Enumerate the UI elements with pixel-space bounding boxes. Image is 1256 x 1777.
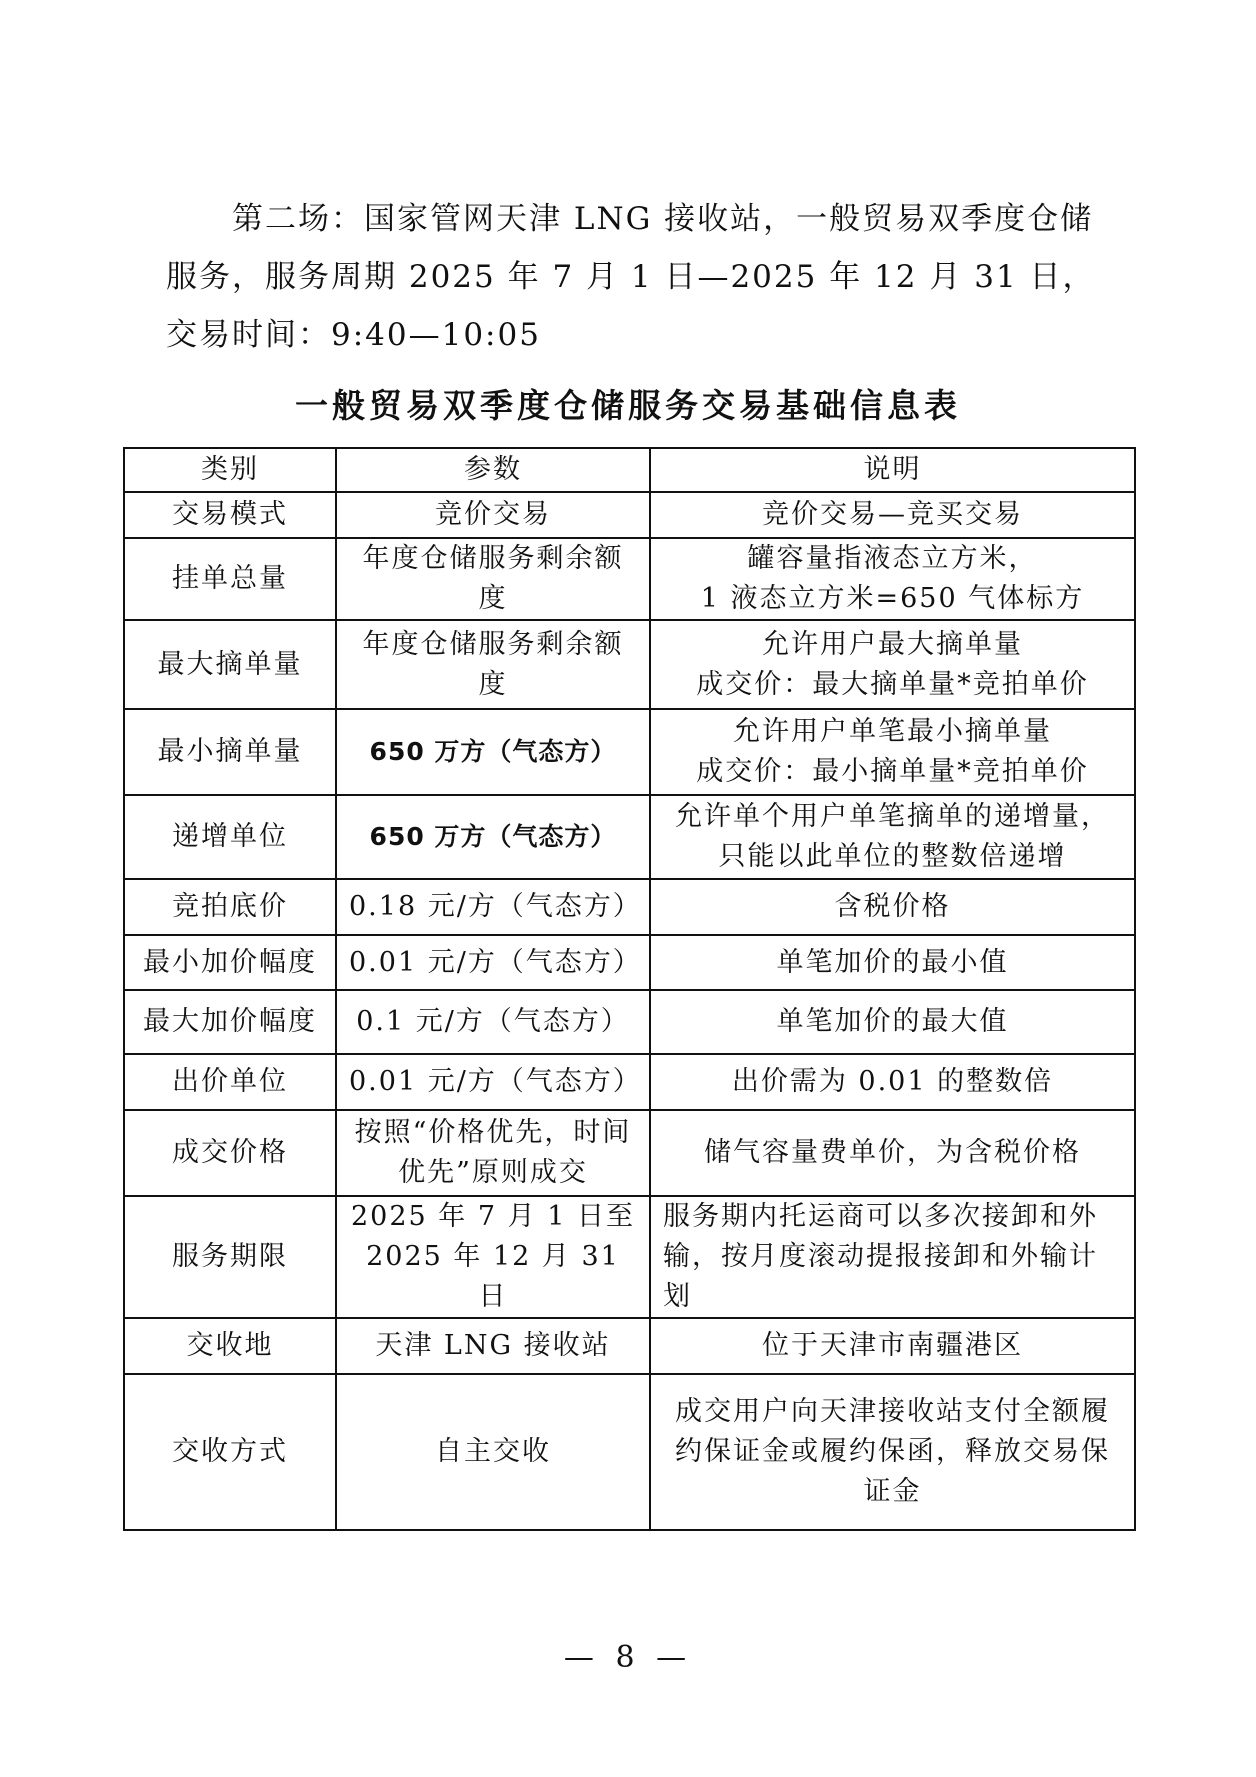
header-param: 参数 (336, 448, 650, 492)
row-param: 650 万方（气态方） (336, 709, 650, 795)
row-desc: 单笔加价的最大值 (650, 990, 1135, 1054)
table-row (124, 709, 1135, 795)
row-param: 650 万方（气态方） (336, 795, 650, 879)
row-param: 0.18 元/方（气态方） (336, 879, 650, 935)
table-row (124, 935, 1135, 990)
table-row (124, 1110, 1135, 1196)
row-category: 交易模式 (124, 492, 336, 538)
table-row (124, 1318, 1135, 1374)
row-desc: 储气容量费单价，为含税价格 (650, 1110, 1135, 1196)
row-category: 最大摘单量 (124, 620, 336, 709)
page-number: — 8 — (563, 1640, 693, 1675)
intro-text: 第二场：国家管网天津 LNG 接收站，一般贸易双季度仓储服务，服务周期 2025 年 7 月 1 日—2025 年 12 月 31 日，交易时间：9:40—10:05 (166, 201, 1096, 353)
row-desc-text: 允许用户最大摘单量 成交价：最大摘单量*竞拍单价 (696, 628, 1089, 700)
row-param-text: 2025 年 7 月 1 日至 2025 年 12 月 31 日 (351, 1201, 635, 1312)
table-row (124, 879, 1135, 935)
row-category: 交收方式 (124, 1374, 336, 1530)
header-category: 类别 (124, 448, 336, 492)
row-param: 天津 LNG 接收站 (336, 1318, 650, 1374)
table-title: 一般贸易双季度仓储服务交易基础信息表 (295, 386, 961, 425)
table-header-row (124, 448, 1135, 492)
row-desc: 含税价格 (650, 879, 1135, 935)
table-row (124, 538, 1135, 620)
row-param: 0.01 元/方（气态方） (336, 935, 650, 990)
row-category: 交收地 (124, 1318, 336, 1374)
row-desc: 成交用户向天津接收站支付全额履约保证金或履约保函，释放交易保证金 (650, 1374, 1135, 1530)
row-param: 按照“价格优先，时间优先”原则成交 (336, 1110, 650, 1196)
row-param: 自主交收 (336, 1374, 650, 1530)
row-category: 出价单位 (124, 1054, 336, 1110)
table-row (124, 795, 1135, 879)
row-desc (650, 795, 1135, 879)
row-desc (650, 620, 1135, 709)
row-param: 年度仓储服务剩余额度 (336, 620, 650, 709)
row-param: 0.1 元/方（气态方） (336, 990, 650, 1054)
row-desc-text: 允许单个用户单笔摘单的递增量， 只能以此单位的整数倍递增 (675, 801, 1110, 872)
table-row (124, 1374, 1135, 1530)
row-desc (650, 709, 1135, 795)
table-row (124, 990, 1135, 1054)
table-row (124, 492, 1135, 538)
row-category: 最大加价幅度 (124, 990, 336, 1054)
row-category: 成交价格 (124, 1110, 336, 1196)
row-param: 0.01 元/方（气态方） (336, 1054, 650, 1110)
row-param (336, 1196, 650, 1318)
row-category: 递增单位 (124, 795, 336, 879)
row-desc: 服务期内托运商可以多次接卸和外输，按月度滚动提报接卸和外输计划 (650, 1196, 1135, 1318)
row-param: 竞价交易 (336, 492, 650, 538)
row-category: 竞拍底价 (124, 879, 336, 935)
row-desc: 位于天津市南疆港区 (650, 1318, 1135, 1374)
row-param: 年度仓储服务剩余额度 (336, 538, 650, 620)
intro-paragraph (166, 190, 1096, 364)
row-desc: 单笔加价的最小值 (650, 935, 1135, 990)
info-table (123, 447, 1136, 1531)
table-row (124, 1196, 1135, 1318)
row-category: 最小摘单量 (124, 709, 336, 795)
row-desc: 出价需为 0.01 的整数倍 (650, 1054, 1135, 1110)
row-category: 挂单总量 (124, 538, 336, 620)
header-desc: 说明 (650, 448, 1135, 492)
table-row (124, 620, 1135, 709)
row-desc-text: 允许用户单笔最小摘单量 成交价：最小摘单量*竞拍单价 (696, 716, 1089, 787)
row-desc (650, 538, 1135, 620)
table-row (124, 1054, 1135, 1110)
row-desc-text: 罐容量指液态立方米， 1 液态立方米=650 气体标方 (700, 543, 1085, 614)
row-desc: 竞价交易—竞买交易 (650, 492, 1135, 538)
row-category: 服务期限 (124, 1196, 336, 1318)
row-category: 最小加价幅度 (124, 935, 336, 990)
